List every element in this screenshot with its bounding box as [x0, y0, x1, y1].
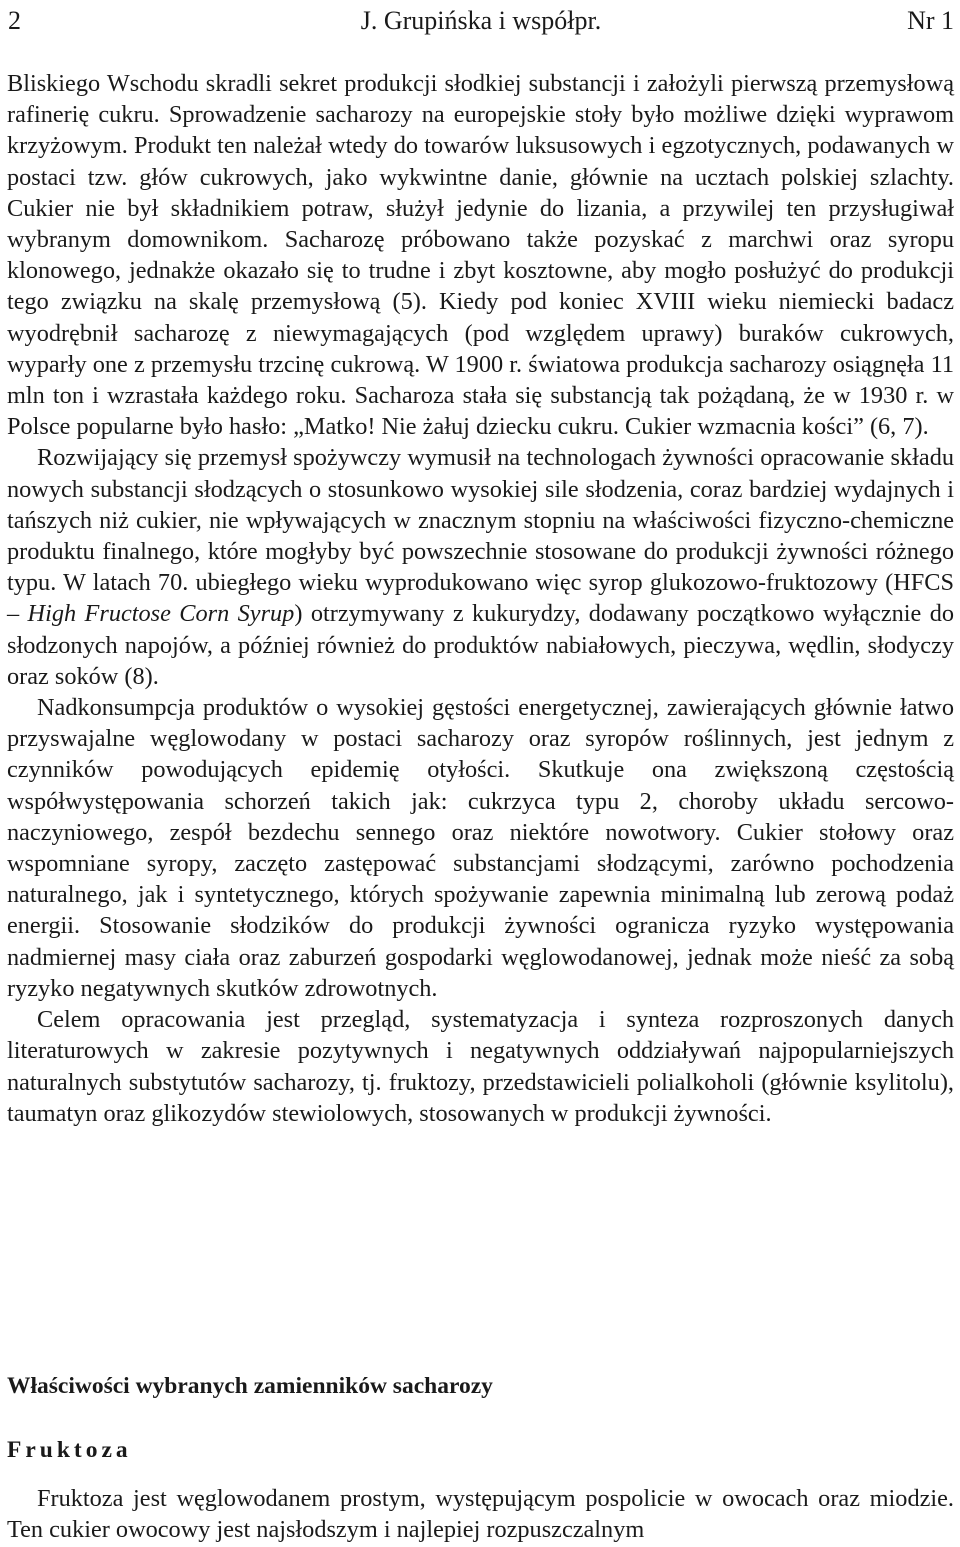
article-body — [7, 68, 954, 1129]
paragraph-history: Bliskiego Wschodu skradli sekret produkcji słodkiej substancji i założyli pierwszą przemysłową rafinerię cukru. Sprowadzenie sacharozy na europejskie stoły było możliwe dzięki wyprawom krzyżowym. Produkt ten należał wtedy do towarów luksusowych i egzotycznych, podawanych w postaci tzw. głów cukrowych, jako wykwintne danie, głównie na ucztach polskiej szlachty. Cukier nie był składnikiem potraw, służył jedynie do lizania, a przywilej ten przysługiwał wybranym domownikom. Sacharozę próbowano także pozyskać z marchwi oraz syropu klonowego, jednakże okazało się to trudne i zbyt kosztowne, aby mogło posłużyć do produkcji tego związku na skalę przemysłową (5). Kiedy pod koniec XVIII wieku niemiecki badacz wyodrębnił sacharozę z niewymagających (pod względem uprawy) buraków cukrowych, wyparły one z przemysłu trzcinę cukrową. W 1900 r. światowa produkcja sacharozy osiągnęła 11 mln ton i wzrastała każdego roku. Sacharoza stała się substancją tak pożądaną, że w 1930 r. w Polsce popularne było hasło: „Matko! Nie żałuj dziecku cukru. Cukier wzmacnia kości” (6, 7). — [7, 70, 954, 441]
hfcs-term: High Fructose Corn Syrup — [27, 600, 295, 628]
subsection-heading: Fruktoza — [7, 1437, 132, 1463]
paragraph-aim: Celem opracowania jest przegląd, systematyzacja i synteza rozproszonych danych literaturowych w zakresie pozytywnych i negatywnych oddziaływań najpopularniejszych naturalnych substytutów sacharozy, tj. fruktozy, przedstawicieli polialkoholi (głównie ksylitolu), taumatyn oraz glikozydów stewiolowych, stosowanych w produkcji żywności. — [7, 1006, 954, 1127]
running-header — [8, 3, 954, 39]
paragraph-fructose: Fruktoza jest węglowodanem prostym, występującym pospolicie w owocach oraz miodzie. Ten cukier owocowy jest najsłodszym i najlepiej rozpuszczalnym — [7, 1485, 954, 1544]
paragraph-hfcs-text-end: ) otrzymywany z kukurydzy, dodawany początkowo wyłącznie do słodzonych napojów, a później również do produktów nabiałowych, pieczywa, wędlin, słodyczy oraz soków (8). — [7, 600, 954, 690]
fructose-section-body — [7, 1483, 954, 1545]
paragraph-hfcs — [7, 442, 954, 692]
paragraph-hfcs-text-start: Rozwijający się przemysł spożywczy wymusił na technologach żywności opracowanie składu nowych substancji słodzących o stosunkowo wysokiej sile słodzenia, coraz bardziej wydajnych i tańszych niż cukier, nie wpływających w znacznym stopniu na właściwości fizyczno-chemiczne produktu finalnego, które mogłyby być powszechnie stosowane do produkcji żywności różnego typu. W latach 70. ubiegłego wieku wyprodukowano więc syrop glukozowo-fruktozowy (HFCS – — [7, 444, 954, 628]
issue-number: Nr 1 — [907, 6, 954, 35]
paragraph-overconsumption: Nadkonsumpcja produktów o wysokiej gęstości energetycznej, zawierających głównie łatwo przyswajalne węglowodany w postaci sacharozy oraz syropów roślinnych, jest jednym z czynników powodujących epidemię otyłości. Skutkuje ona zwiększoną częstością współwystępowania schorzeń takich jak: cukrzyca typu 2, choroby układu sercowo-naczyniowego, zespół bezdechu sennego oraz niektóre nowotwory. Cukier stołowy oraz wspomniane syropy, zaczęto zastępować substancjami słodzącymi, zarówno pochodzenia naturalnego, jak i syntetycznego, których spożywanie zapewnia minimalną lub zerową podaż energii. Stosowanie słodzików do produkcji żywności ogranicza ryzyko występowania nadmiernej masy ciała oraz zaburzeń gospodarki węglowodanowej, jednak może nieść za sobą ryzyko negatywnych skutków zdrowotnych. — [7, 694, 954, 1002]
section-heading: Właściwości wybranych zamienników sacharozy — [7, 1373, 493, 1399]
running-header-authors: J. Grupińska i współpr. — [360, 6, 602, 35]
page-number: 2 — [8, 6, 21, 35]
